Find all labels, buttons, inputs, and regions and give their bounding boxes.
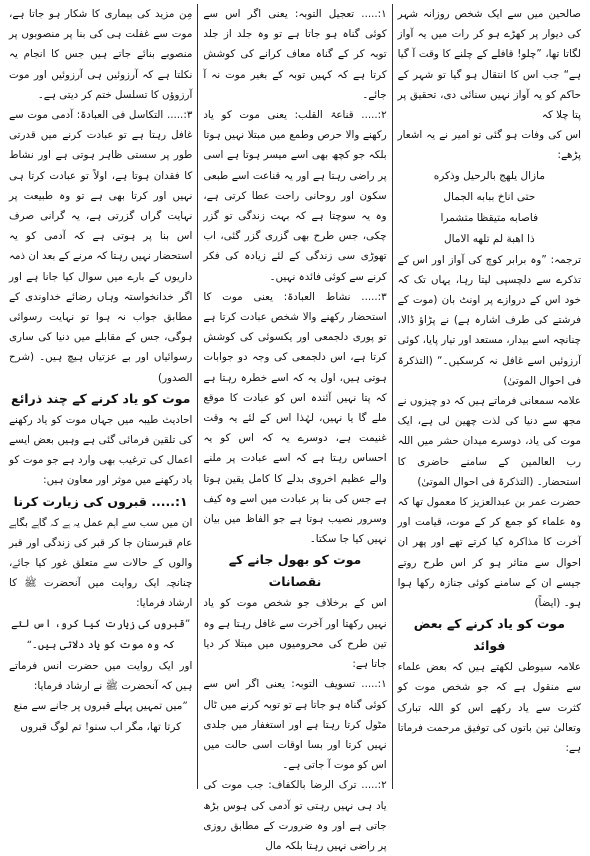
paragraph: علامہ سمعانی فرماتے ہیں کہ دو چیزوں نے مجھ سے دنیا کی لذت چھین لی ہے، ایک موت کی یاد، دوسرے میدان حشر میں اللہ رب العالمین کے سامنے حاضری کا استحضار۔ (التذکرۃ فی احوال الموتیٰ) — [397, 395, 581, 488]
three-column-layout — [6, 4, 584, 852]
paragraph: اس کی وفات ہو گئی تو امیر نے یہ اشعار پڑھے: — [397, 129, 581, 162]
paragraph: ۳:..... التکاسل فی العبادۃ: آدمی موت سے غافل رہتا ہے تو عبادت کرنے میں قدرتی طور پر سستی ظاہر ہوتی ہے اور نشاط کا فقدان ہوتا ہے، اولاً تو عبادت کرتا ہی نہیں اور کرتا بھی ہے تو وہ طبیعت پر نہایت گراں گزرتی ہے، یہ گرانی صرف اس بنا پر ہوتی ہے کہ آدمی کو یہ استحضار نہیں رہتا کہ مرنے کے بعد ان ذمہ داریوں کے بارے میں سوال کیا جانا ہے اور اگر خدانخواستہ وہاں رضائے خداوندی کے مطابق جواب نہ ہوا تو نہایت رسوائی ہوگی، جس کے مقابلے میں دنیا کی ساری رسوائیاں اور بے عزتیاں ہیچ ہیں۔ (شرح الصدور) — [9, 109, 193, 384]
paragraph: ان میں سب سے اہم عمل یہ ہے کہ گاہے بگاہے عام قبرستان جا کر قبر کی زندگی اور قبر والوں کے حالات سے متعلق غور کیا جائے، چنانچہ ایک روایت میں آنحضرت ﷺ کا ارشاد فرمایا: — [9, 516, 193, 610]
sub-heading: ۱:..... قبروں کی زیارت کرنا — [13, 493, 188, 509]
paragraph: احادیث طیبہ میں جہاں موت کو یاد رکھنے کی تلقین فرمائی گئی ہے وہیں بعض ایسے اعمال کی ترغیب بھی وارد ہے جو موت کو یاد رکھنے میں موثر اور معاون ہیں: — [9, 413, 193, 487]
paragraph: مِن مزید کی بیماری کا شکار ہو جاتا ہے، موت سے غفلت ہی کی بنا پر منصوبوں پر منصوبے بنائے جاتے ہیں جس کا انجام یہ نکلتا ہے کہ آرزوئیں ہی آرزوئیں اور موت آرزوؤں کا تسلسل ختم کر دیتی ہے۔ — [9, 8, 193, 101]
verse-line: حتى اناخ ببابه الجمال — [443, 190, 536, 203]
verse-line: ذا اهبة لم تلهه الامال — [444, 232, 535, 245]
quotation: ”میں تمہیں پہلے قبروں پر جانے سے منع کرتا تھا، مگر اب سنو! تم لوگ قبروں — [13, 700, 188, 734]
column-right — [395, 4, 584, 789]
paragraph: ۲:..... ترک الرضا بالکفاف: جب موت کی یاد ہی نہیں رہتی تو آدمی کی ہوس بڑھ جاتی ہے اور وہ ضرورت کے مطابق روزی پر راضی نہیں رہتا بلکہ مال — [203, 779, 387, 852]
paragraph: علامہ سیوطی لکھتے ہیں کہ بعض علماء سے منقول ہے کہ جو شخص موت کو کثرت سے یاد رکھے اس کو اللہ تبارک وتعالیٰ تین باتوں کی توفیق مرحمت فرماتا ہے: — [397, 661, 581, 755]
column-left — [6, 4, 195, 789]
paragraph: ۳:..... نشاط العبادۃ: یعنی موت کا استحضار رکھنے والا شخص عبادت کرتا ہے تو پوری دلجمعی اور یکسوئی کی کوشش کرتا ہے، اس دلجمعی کی وجہ دو جوابات ہوتی ہیں، اول یہ کہ اسے خطرہ رہتا ہے کہ پتا نہیں آئندہ اس کو عبادت کا موقع ملے گا یا نہیں، لہٰذا اس کے لئے یہ وقت غنیمت ہے، دوسرے یہ کہ اس کو یہ احساس رہتا ہے کہ اسے عبادت پر ملنے والے عظیم اخروی بدلے کا کامل یقین ہوتا ہے جس کی بنا پر عبادت میں اسے وہ کیف وسرور نصیب ہوتا ہے جو الفاظ میں بیان نہیں کیا جا سکتا۔ — [203, 290, 387, 546]
paragraph: ۱:..... تسویف التوبہ: یعنی اگر اس سے کوئی گناہ ہو جاتا ہے تو توبہ کرنے میں ٹال مٹول کرتا رہتا ہے اور استغفار میں جلدی نہیں کرتا اور بسا اوقات اسی حالت میں اس کو موت آ جاتی ہے۔ — [203, 678, 387, 772]
quotation: ”قبروں کی زیارت کیا کرو، اس لئے کہ وہ موت کو یاد دلاتی ہیں۔“ — [11, 617, 191, 651]
paragraph: ۲:..... قناعۃ القلب: یعنی موت کو یاد رکھنے والا حرص وطمع میں مبتلا نہیں ہوتا بلکہ جو کچھ بھی اسے میسر ہوتا ہے اسی پر راضی رہتا ہے اور یہ قناعت اسے طبعی سکون اور روحانی راحت عطا کرتی ہے، وہ یہ سوچتا ہے کہ بہت زندگی تو گزر چکی، جس طرح بھی گزری گزر گئی، اب تھوڑی سی زندگی کے لئے زیادہ کی فکر کرنے سے کوئی فائدہ نہیں۔ — [203, 109, 387, 283]
paragraph: اور ایک روایت میں حضرت انس فرماتے ہیں کہ آنحضرت ﷺ نے ارشاد فرمایا: — [9, 659, 193, 692]
verse-line: فاصابه متيقظا متشمرا — [440, 211, 539, 224]
paragraph: ترجمہ: ”وہ برابر کوچ کی آواز اور اس کے تذکرے سے دلچسپی لیتا رہا، یہاں تک کہ خود اس کے دروازے پر اونٹ بان (موت کے فرشتے کی طرف اشارہ ہے) نے پڑاؤ ڈالا، چنانچہ اسے بیدار، مستعد اور تیار پایا، کوئی آرزوئیں اسے غافل نہ کرسکیں۔“ (التذکرۃ فی احوال الموتیٰ) — [397, 253, 581, 387]
paragraph: صالحین میں سے ایک شخص روزانہ شہر کی دیوار پر کھڑے ہو کر رات میں یہ آواز لگاتا تھا، ”چلو! قافلے کے چلنے کا وقت آ گیا ہے“ جب اس کا انتقال ہو گیا تو شہر کے حاکم کو یہ آواز نہیں سنائی دی، تحقیق پر پتا چلا کہ — [397, 8, 581, 122]
paragraph: ۱:..... تعجیل التوبہ: یعنی اگر اس سے کوئی گناہ ہو جاتا ہے تو وہ جلد از جلد توبہ کر کے گناہ معاف کرانے کی کوشش کرتا ہے کہ کہیں توبہ کے بغیر موت نہ آ جائے۔ — [203, 8, 387, 101]
section-heading: موت کو یاد کرنے کے چند ذرائع — [11, 390, 191, 406]
column-middle — [200, 4, 389, 852]
section-heading: موت کو بھول جانے کے نقصانات — [228, 552, 362, 590]
paragraph: اس کے برخلاف جو شخص موت کو یاد نہیں رکھتا اور آخرت سے غافل رہتا ہے وہ تین طرح کی محرومیوں میں مبتلا کر دیا جاتا ہے: — [203, 597, 387, 671]
paragraph: حضرت عمر بن عبدالعزیز کا معمول تھا کہ وہ علماء کو جمع کر کے موت، قیامت اور آخرت کا مذاکرہ کیا کرتے تھے اور پھر ان احوال سے متاثر ہو کر اس طرح روتے جیسے ان کے سامنے کوئی جنازہ رکھا ہوا ہو۔ (ایضاً) — [397, 496, 581, 610]
column-divider — [392, 4, 393, 789]
section-heading: موت کو یاد کرنے کے بعض فوائد — [413, 616, 565, 654]
verse-line: مازال يلهج بالرحيل وذكره — [433, 169, 545, 182]
column-divider — [197, 4, 198, 789]
